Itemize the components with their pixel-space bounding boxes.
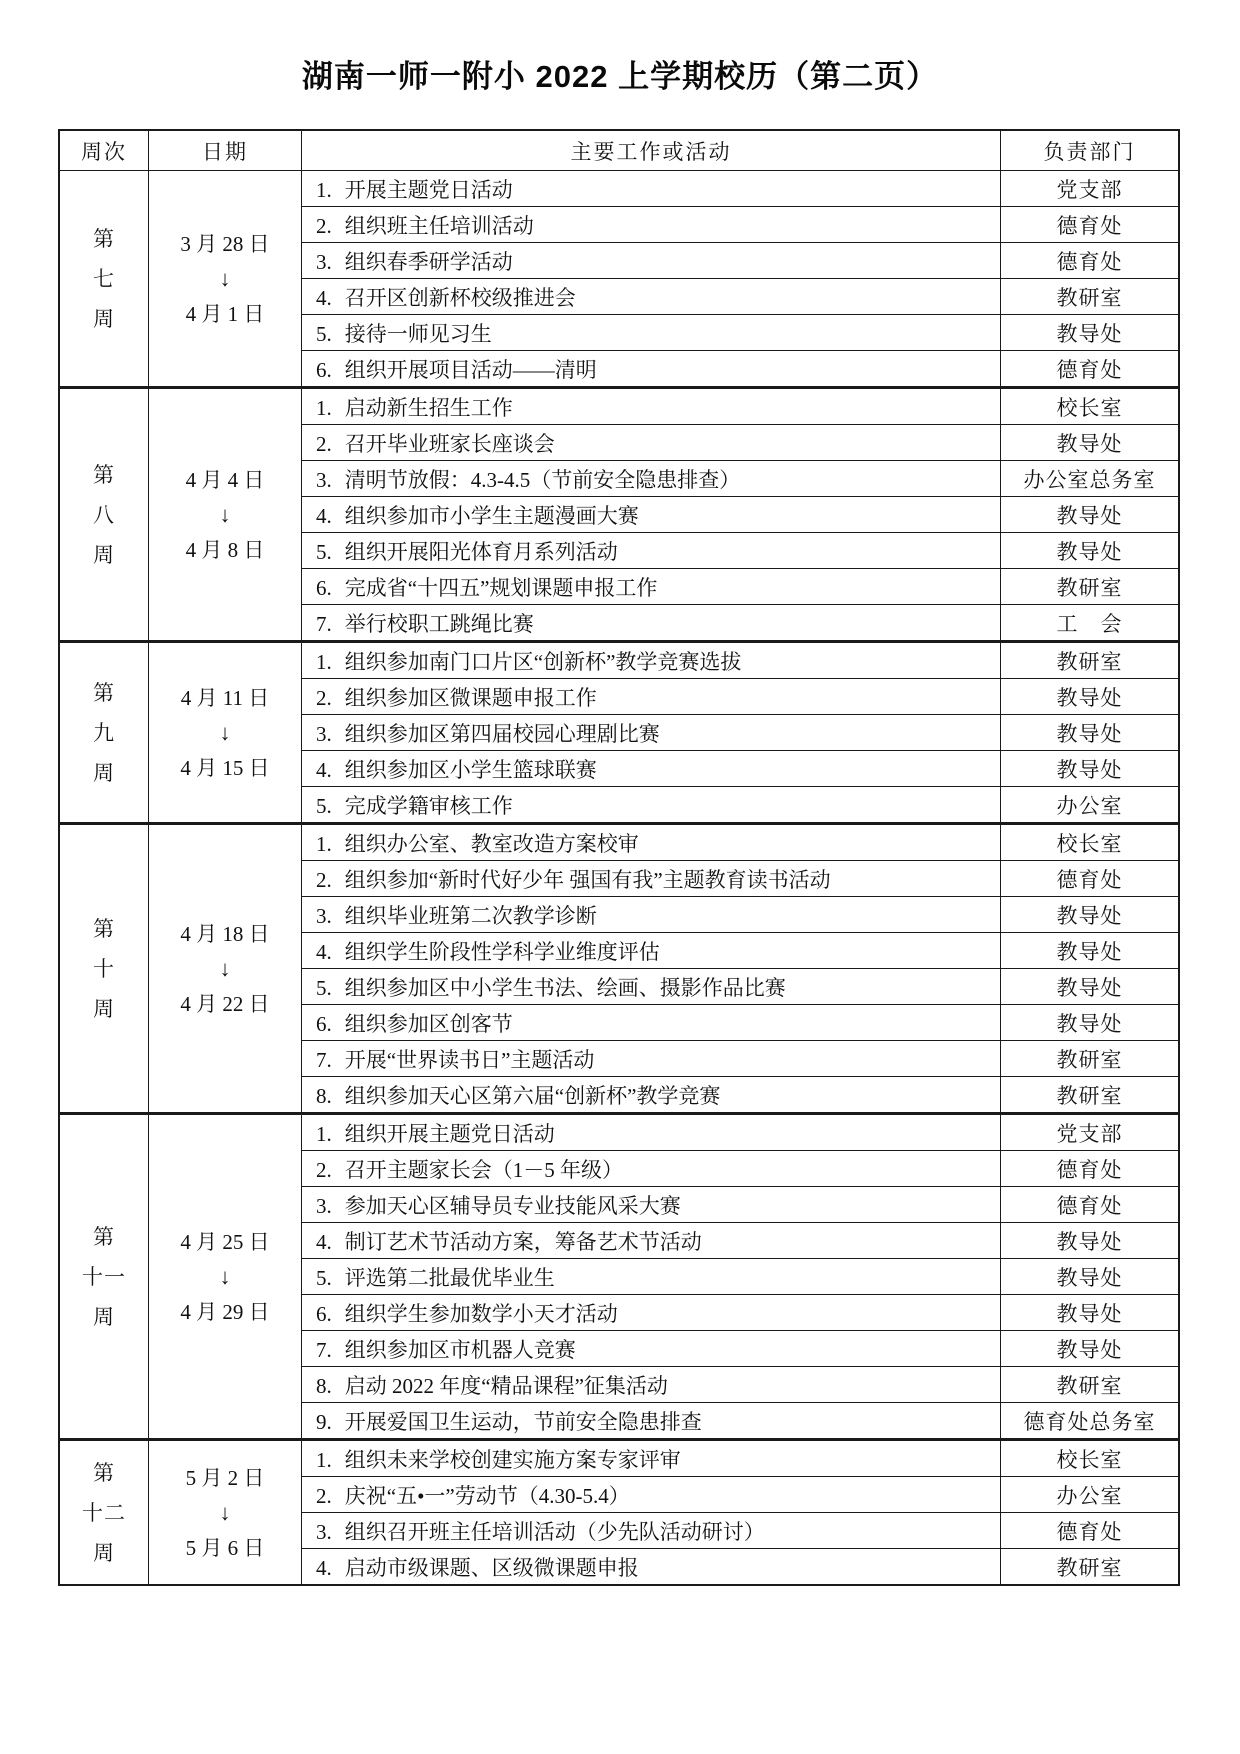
date-to: 4 月 22 日 xyxy=(180,991,270,1016)
department-cell: 德育处 xyxy=(1001,243,1180,279)
date-from: 4 月 25 日 xyxy=(180,1229,270,1254)
date-from: 4 月 4 日 xyxy=(185,467,265,492)
activity-cell xyxy=(302,1477,1001,1513)
department-cell: 校长室 xyxy=(1001,824,1180,861)
activity-cell xyxy=(302,388,1001,425)
week-block-2 xyxy=(59,388,1179,642)
activity-cell xyxy=(302,861,1001,897)
item-number: 4. xyxy=(316,939,332,964)
activity-cell xyxy=(302,1513,1001,1549)
activity-cell xyxy=(302,461,1001,497)
activity-text: 开展主题党日活动 xyxy=(344,177,513,202)
activity-text: 组织召开班主任培训活动（少先队活动研讨） xyxy=(344,1519,765,1544)
activity-text: 启动新生招生工作 xyxy=(344,395,513,420)
activity-text: 启动 2022 年度“精品课程”征集活动 xyxy=(344,1373,668,1398)
week-label-line: 九 xyxy=(93,720,115,745)
department-cell: 办公室 xyxy=(1001,787,1180,824)
activity-cell xyxy=(302,1223,1001,1259)
item-number: 7. xyxy=(316,1337,332,1362)
activity-row xyxy=(59,642,1179,679)
activity-cell xyxy=(302,969,1001,1005)
header-activities-column: 主要工作或活动 xyxy=(302,130,1001,171)
item-number: 9. xyxy=(316,1409,332,1434)
activity-text: 完成学籍审核工作 xyxy=(344,793,513,818)
department-cell: 工 会 xyxy=(1001,605,1180,642)
week-label-line: 八 xyxy=(93,502,115,527)
date-to: 4 月 15 日 xyxy=(180,755,270,780)
activity-cell xyxy=(302,605,1001,642)
department-cell: 教研室 xyxy=(1001,1077,1180,1114)
activity-text: 组织参加区第四届校园心理剧比赛 xyxy=(344,721,660,746)
item-number: 8. xyxy=(316,1083,332,1108)
activity-text: 清明节放假：4.3-4.5（节前安全隐患排查） xyxy=(344,467,741,492)
header-department-column: 负责部门 xyxy=(1001,130,1180,171)
item-number: 2. xyxy=(316,1157,332,1182)
date-range xyxy=(149,171,302,388)
department-cell: 教导处 xyxy=(1001,425,1180,461)
activity-text: 组织参加区中小学生书法、绘画、摄影作品比赛 xyxy=(344,975,786,1000)
activity-cell xyxy=(302,279,1001,315)
item-number: 3. xyxy=(316,249,332,274)
school-calendar-table xyxy=(58,129,1180,1586)
item-number: 4. xyxy=(316,503,332,528)
activity-cell xyxy=(302,533,1001,569)
activity-text: 组织参加南门口片区“创新杯”教学竞赛选拔 xyxy=(344,649,742,674)
down-arrow-icon: ↓ xyxy=(219,265,231,291)
department-cell: 德育处总务室 xyxy=(1001,1403,1180,1440)
down-arrow-icon: ↓ xyxy=(219,1499,231,1525)
activity-text: 组织办公室、教室改造方案校审 xyxy=(344,831,639,856)
item-number: 2. xyxy=(316,685,332,710)
item-number: 6. xyxy=(316,1011,332,1036)
activity-text: 完成省“十四五”规划课题申报工作 xyxy=(344,575,658,600)
item-number: 5. xyxy=(316,793,332,818)
item-number: 8. xyxy=(316,1373,332,1398)
header-week-column: 周次 xyxy=(59,130,149,171)
activity-text: 组织学生阶段性学科学业维度评估 xyxy=(344,939,660,964)
date-range xyxy=(149,1440,302,1586)
activity-cell xyxy=(302,1403,1001,1440)
activity-cell xyxy=(302,751,1001,787)
down-arrow-icon: ↓ xyxy=(219,955,231,981)
activity-text: 启动市级课题、区级微课题申报 xyxy=(344,1555,639,1580)
down-arrow-icon: ↓ xyxy=(219,1263,231,1289)
activity-cell xyxy=(302,425,1001,461)
item-number: 3. xyxy=(316,1193,332,1218)
item-number: 2. xyxy=(316,1483,332,1508)
activity-row xyxy=(59,824,1179,861)
item-number: 5. xyxy=(316,321,332,346)
item-number: 1. xyxy=(316,1121,332,1146)
activity-cell xyxy=(302,1005,1001,1041)
header-row xyxy=(59,130,1179,171)
item-number: 5. xyxy=(316,975,332,1000)
date-to: 4 月 29 日 xyxy=(180,1299,270,1324)
date-to: 4 月 8 日 xyxy=(185,537,265,562)
week-label xyxy=(59,642,149,824)
department-cell: 党支部 xyxy=(1001,1114,1180,1151)
item-number: 5. xyxy=(316,1265,332,1290)
activity-text: 召开毕业班家长座谈会 xyxy=(344,431,555,456)
activity-cell xyxy=(302,1549,1001,1586)
activity-text: 组织参加区市机器人竞赛 xyxy=(344,1337,576,1362)
item-number: 1. xyxy=(316,1447,332,1472)
table-header xyxy=(59,130,1179,171)
department-cell: 德育处 xyxy=(1001,861,1180,897)
item-number: 1. xyxy=(316,395,332,420)
department-cell: 德育处 xyxy=(1001,207,1180,243)
activity-text: 组织参加区创客节 xyxy=(344,1011,513,1036)
activity-cell xyxy=(302,351,1001,388)
date-from: 4 月 18 日 xyxy=(180,921,270,946)
activity-text: 参加天心区辅导员专业技能风采大赛 xyxy=(344,1193,681,1218)
date-from: 5 月 2 日 xyxy=(185,1465,265,1490)
week-label xyxy=(59,1440,149,1586)
department-cell: 党支部 xyxy=(1001,171,1180,207)
week-label-line: 周 xyxy=(93,542,115,567)
week-label-line: 十一 xyxy=(82,1264,126,1289)
activity-text: 召开区创新杯校级推进会 xyxy=(344,285,576,310)
activity-row xyxy=(59,1114,1179,1151)
department-cell: 教研室 xyxy=(1001,1549,1180,1586)
activity-text: 组织参加区小学生篮球联赛 xyxy=(344,757,597,782)
week-label-line: 第 xyxy=(93,916,115,941)
week-label-line: 周 xyxy=(93,996,115,1021)
department-cell: 校长室 xyxy=(1001,388,1180,425)
item-number: 3. xyxy=(316,903,332,928)
activity-cell xyxy=(302,243,1001,279)
week-label-line: 周 xyxy=(93,1540,115,1565)
department-cell: 教导处 xyxy=(1001,1259,1180,1295)
activity-cell xyxy=(302,315,1001,351)
activity-text: 举行校职工跳绳比赛 xyxy=(344,611,534,636)
activity-cell xyxy=(302,1114,1001,1151)
department-cell: 德育处 xyxy=(1001,1187,1180,1223)
date-from: 4 月 11 日 xyxy=(180,685,270,710)
week-label-line: 七 xyxy=(93,266,115,291)
activity-text: 组织未来学校创建实施方案专家评审 xyxy=(344,1447,681,1472)
department-cell: 教导处 xyxy=(1001,497,1180,533)
activity-text: 开展“世界读书日”主题活动 xyxy=(344,1047,595,1072)
week-block-3 xyxy=(59,642,1179,824)
activity-text: 组织班主任培训活动 xyxy=(344,213,534,238)
week-label xyxy=(59,388,149,642)
item-number: 3. xyxy=(316,1519,332,1544)
department-cell: 德育处 xyxy=(1001,1151,1180,1187)
activity-text: 组织春季研学活动 xyxy=(344,249,513,274)
department-cell: 教导处 xyxy=(1001,679,1180,715)
department-cell: 校长室 xyxy=(1001,1440,1180,1477)
week-label xyxy=(59,824,149,1114)
activity-cell xyxy=(302,1187,1001,1223)
department-cell: 教导处 xyxy=(1001,897,1180,933)
week-block-5 xyxy=(59,1114,1179,1440)
date-to: 5 月 6 日 xyxy=(185,1535,265,1560)
date-range xyxy=(149,1114,302,1440)
activity-row xyxy=(59,171,1179,207)
activity-cell xyxy=(302,1151,1001,1187)
item-number: 2. xyxy=(316,213,332,238)
department-cell: 办公室总务室 xyxy=(1001,461,1180,497)
activity-row xyxy=(59,1440,1179,1477)
activity-cell xyxy=(302,787,1001,824)
activity-text: 制订艺术节活动方案，筹备艺术节活动 xyxy=(344,1229,702,1254)
header-date-column: 日期 xyxy=(149,130,302,171)
department-cell: 教导处 xyxy=(1001,715,1180,751)
activity-text: 组织毕业班第二次教学诊断 xyxy=(344,903,597,928)
item-number: 6. xyxy=(316,357,332,382)
activity-text: 庆祝“五•一”劳动节（4.30-5.4） xyxy=(344,1483,630,1508)
item-number: 2. xyxy=(316,867,332,892)
page-title: 湖南一师一附小 2022 上学期校历（第二页） xyxy=(301,59,939,94)
date-range xyxy=(149,642,302,824)
activity-text: 组织参加市小学生主题漫画大赛 xyxy=(344,503,639,528)
week-block-4 xyxy=(59,824,1179,1114)
week-label-line: 第 xyxy=(93,680,115,705)
activity-text: 组织学生参加数学小天才活动 xyxy=(344,1301,618,1326)
activity-cell xyxy=(302,1077,1001,1114)
department-cell: 教研室 xyxy=(1001,569,1180,605)
activity-cell xyxy=(302,824,1001,861)
activity-text: 组织开展主题党日活动 xyxy=(344,1121,555,1146)
activity-cell xyxy=(302,715,1001,751)
activity-cell xyxy=(302,897,1001,933)
item-number: 5. xyxy=(316,539,332,564)
activity-cell xyxy=(302,1041,1001,1077)
week-label-line: 周 xyxy=(93,760,115,785)
activity-cell xyxy=(302,1259,1001,1295)
week-block-6 xyxy=(59,1440,1179,1586)
week-label xyxy=(59,1114,149,1440)
department-cell: 教导处 xyxy=(1001,315,1180,351)
item-number: 1. xyxy=(316,831,332,856)
item-number: 4. xyxy=(316,757,332,782)
date-from: 3 月 28 日 xyxy=(180,231,270,256)
department-cell: 教导处 xyxy=(1001,751,1180,787)
activity-cell xyxy=(302,1367,1001,1403)
department-cell: 教研室 xyxy=(1001,1367,1180,1403)
item-number: 3. xyxy=(316,467,332,492)
activity-cell xyxy=(302,1440,1001,1477)
department-cell: 教导处 xyxy=(1001,1005,1180,1041)
department-cell: 教导处 xyxy=(1001,933,1180,969)
item-number: 2. xyxy=(316,431,332,456)
week-label-line: 第 xyxy=(93,1224,115,1249)
activity-cell xyxy=(302,497,1001,533)
department-cell: 教导处 xyxy=(1001,969,1180,1005)
activity-cell xyxy=(302,679,1001,715)
date-range xyxy=(149,388,302,642)
item-number: 4. xyxy=(316,285,332,310)
activity-text: 召开主题家长会（1－5 年级） xyxy=(344,1157,623,1182)
department-cell: 办公室 xyxy=(1001,1477,1180,1513)
week-label xyxy=(59,171,149,388)
department-cell: 教研室 xyxy=(1001,1041,1180,1077)
week-label-line: 十二 xyxy=(82,1500,126,1525)
activity-cell xyxy=(302,171,1001,207)
department-cell: 教导处 xyxy=(1001,1295,1180,1331)
item-number: 4. xyxy=(316,1229,332,1254)
date-to: 4 月 1 日 xyxy=(185,301,265,326)
item-number: 7. xyxy=(316,1047,332,1072)
down-arrow-icon: ↓ xyxy=(219,501,231,527)
activity-text: 组织参加“新时代好少年 强国有我”主题教育读书活动 xyxy=(344,867,831,892)
week-label-line: 第 xyxy=(93,1460,115,1485)
department-cell: 教导处 xyxy=(1001,1223,1180,1259)
item-number: 6. xyxy=(316,575,332,600)
activity-text: 组织开展阳光体育月系列活动 xyxy=(344,539,618,564)
activity-text: 开展爱国卫生运动，节前安全隐患排查 xyxy=(344,1409,702,1434)
week-label-line: 第 xyxy=(93,226,115,251)
item-number: 3. xyxy=(316,721,332,746)
item-number: 1. xyxy=(316,649,332,674)
item-number: 1. xyxy=(316,177,332,202)
activity-text: 评选第二批最优毕业生 xyxy=(344,1265,555,1290)
week-block-1 xyxy=(59,171,1179,388)
activity-cell xyxy=(302,1331,1001,1367)
activity-cell xyxy=(302,569,1001,605)
item-number: 4. xyxy=(316,1555,332,1580)
activity-cell xyxy=(302,933,1001,969)
week-label-line: 周 xyxy=(93,306,115,331)
activity-cell xyxy=(302,207,1001,243)
activity-cell xyxy=(302,1295,1001,1331)
week-label-line: 周 xyxy=(93,1304,115,1329)
department-cell: 教研室 xyxy=(1001,279,1180,315)
date-range xyxy=(149,824,302,1114)
activity-text: 组织参加天心区第六届“创新杯”教学竞赛 xyxy=(344,1083,721,1108)
department-cell: 教导处 xyxy=(1001,533,1180,569)
department-cell: 德育处 xyxy=(1001,1513,1180,1549)
activity-cell xyxy=(302,642,1001,679)
department-cell: 德育处 xyxy=(1001,351,1180,388)
department-cell: 教导处 xyxy=(1001,1331,1180,1367)
item-number: 6. xyxy=(316,1301,332,1326)
down-arrow-icon: ↓ xyxy=(219,719,231,745)
week-label-line: 十 xyxy=(93,956,115,981)
week-label-line: 第 xyxy=(93,462,115,487)
activity-text: 组织开展项目活动——清明 xyxy=(344,357,597,382)
activity-text: 接待一师见习生 xyxy=(344,321,492,346)
activity-row xyxy=(59,388,1179,425)
department-cell: 教研室 xyxy=(1001,642,1180,679)
item-number: 7. xyxy=(316,611,332,636)
activity-text: 组织参加区微课题申报工作 xyxy=(344,685,597,710)
